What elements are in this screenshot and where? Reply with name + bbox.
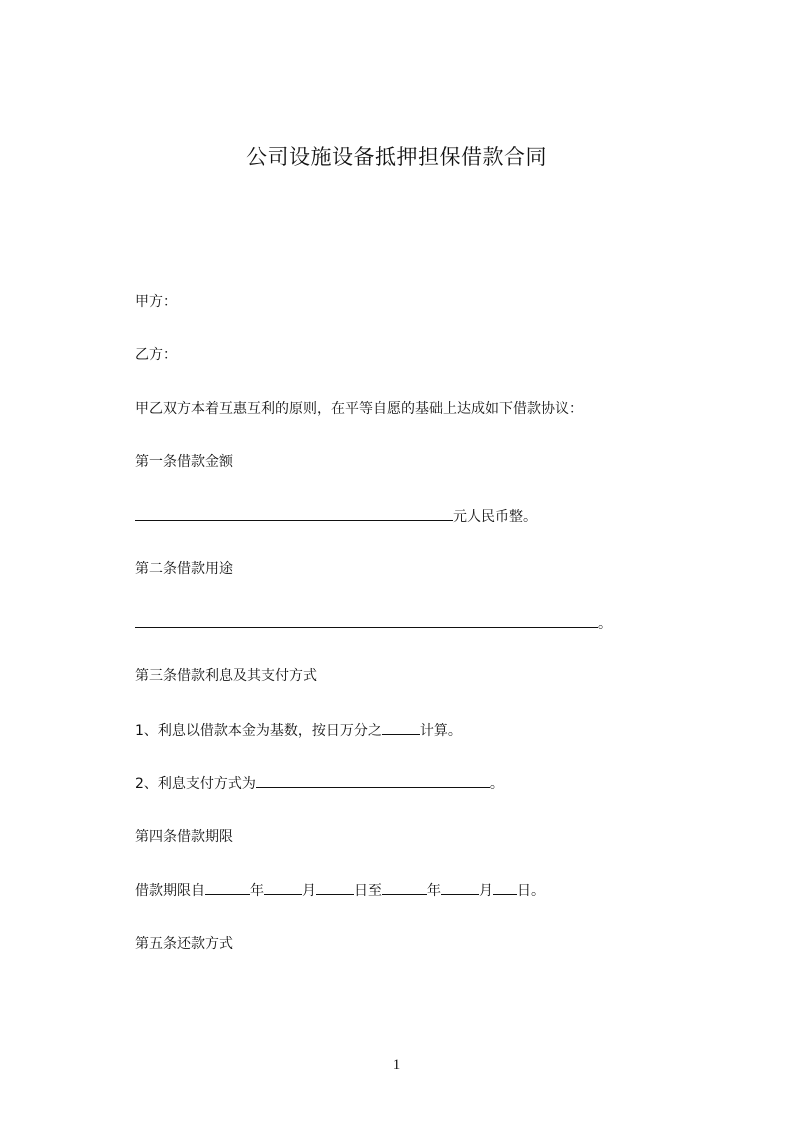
end-month-blank: [441, 880, 479, 895]
preamble-text: 甲乙双方本着互惠互利的原则，在平等自愿的基础上达成如下借款协议：: [135, 401, 583, 417]
article1-heading: 第一条借款金额: [135, 454, 233, 470]
start-month-blank: [264, 880, 302, 895]
interest-payment-prefix: 2、利息支付方式为: [135, 776, 256, 792]
end-month-label: 月: [479, 883, 493, 899]
start-year-blank: [205, 880, 250, 895]
interest-rate-line: [135, 720, 462, 741]
party-b-label: 乙方：: [135, 347, 177, 363]
end-day-label: 日。: [517, 883, 545, 899]
start-year-label: 年: [250, 883, 264, 899]
interest-payment-suffix: 。: [489, 776, 504, 792]
loan-purpose-line: [135, 613, 612, 634]
interest-rate-blank: [382, 720, 420, 735]
interest-rate-prefix: 1、利息以借款本金为基数，按日万分之: [135, 723, 382, 739]
loan-period-prefix: 借款期限自: [135, 883, 205, 899]
end-year-label: 年: [427, 883, 441, 899]
contract-title: 公司设施设备抵押担保借款合同: [246, 145, 547, 169]
page-number: 1: [392, 1057, 401, 1073]
interest-payment-line: [135, 773, 504, 794]
article3-heading: 第三条借款利息及其支付方式: [135, 668, 317, 684]
article4-heading: 第四条借款期限: [135, 829, 233, 845]
interest-rate-suffix: 计算。: [419, 723, 462, 739]
interest-payment-blank: [256, 773, 490, 788]
start-month-label: 月: [302, 883, 316, 899]
end-year-blank: [382, 880, 427, 895]
loan-purpose-suffix: 。: [598, 616, 612, 632]
loan-amount-blank: [135, 506, 453, 521]
start-day-blank: [316, 880, 354, 895]
loan-amount-line: [135, 506, 537, 527]
loan-period-line: [135, 880, 545, 901]
day-to-label: 日至: [354, 883, 382, 899]
loan-amount-suffix: 元人民币整。: [453, 509, 537, 525]
loan-purpose-blank: [135, 613, 598, 628]
party-a-label: 甲方：: [135, 294, 177, 310]
article5-heading: 第五条还款方式: [135, 936, 233, 952]
article2-heading: 第二条借款用途: [135, 561, 233, 577]
end-day-blank: [493, 880, 517, 895]
